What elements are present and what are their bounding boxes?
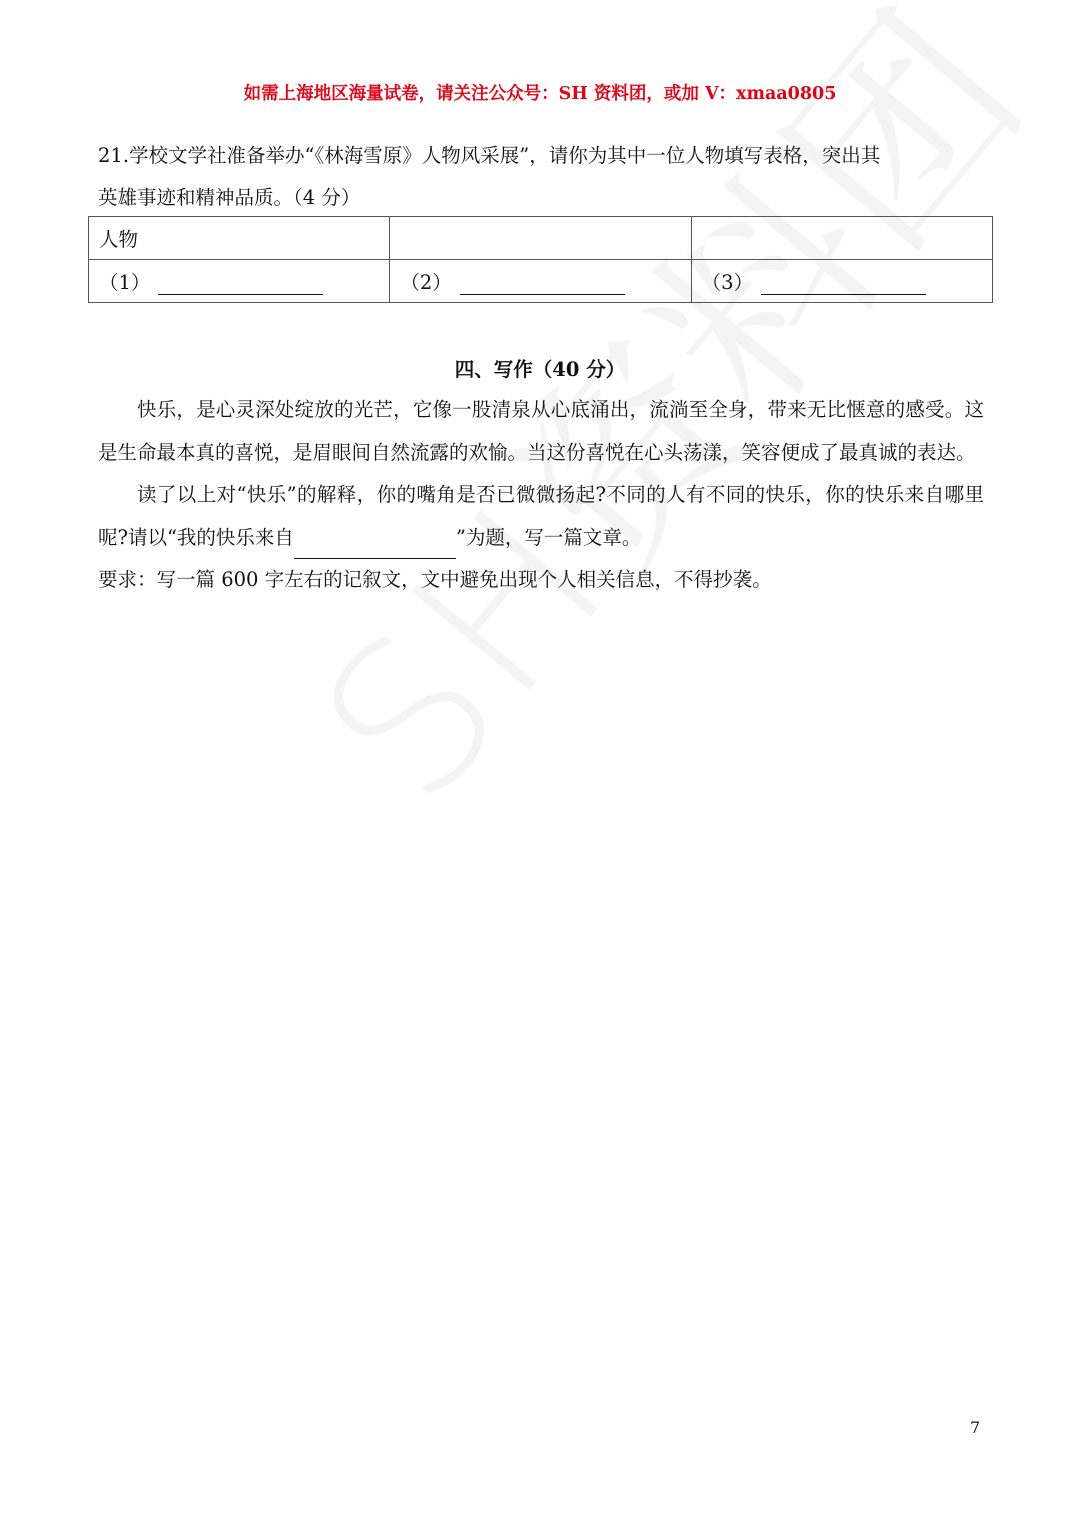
table-cell-empty-2 xyxy=(390,217,691,260)
table-row-header xyxy=(89,217,993,260)
prompt-paragraph-2 xyxy=(98,474,984,559)
title-blank[interactable] xyxy=(294,538,456,559)
blank-label-3: （3） xyxy=(701,271,754,294)
answer-blank-2[interactable] xyxy=(460,274,625,295)
table-cell-blank-3 xyxy=(691,260,992,303)
answer-blank-3[interactable] xyxy=(761,274,926,295)
table-cell-character: 人物 xyxy=(89,217,390,260)
prompt-paragraph-2-start: 读了以上对“快乐”的解释，你的嘴角是否已微微扬起?不同的人有不同的快乐，你的快乐来自哪里呢?请以“我的快乐来自 xyxy=(98,483,984,549)
prompt-paragraph-1: 快乐，是心灵深处绽放的光芒，它像一股清泉从心底涌出，流淌至全身，带来无比惬意的感受。这是生命最本真的喜悦，是眉眼间自然流露的欢愉。当这份喜悦在心头荡漾，笑容便成了最真诚的表达。 xyxy=(98,398,984,464)
question-21-line-1: 21.学校文学社准备举办“《林海雪原》人物风采展”，请你为其中一位人物填写表格，突出其 xyxy=(98,144,881,167)
table-row-blanks xyxy=(89,260,993,303)
blank-label-2: （2） xyxy=(400,271,452,294)
table-cell-empty-3 xyxy=(691,217,992,260)
table-cell-blank-2 xyxy=(390,260,691,303)
prompt-paragraph-2-end: ”为题，写一篇文章。 xyxy=(455,525,642,549)
page-number: 7 xyxy=(970,1418,981,1437)
blank-label-1: （1） xyxy=(99,271,151,294)
question-21-line-2: 英雄事迹和精神品质。（4 分） xyxy=(98,186,361,209)
question-21 xyxy=(98,135,988,219)
writing-section-title: 四、写作（40 分） xyxy=(454,358,626,381)
table-cell-blank-1 xyxy=(89,260,390,303)
prompt-requirement: 要求：写一篇 600 字左右的记叙文，文中避免出现个人相关信息，不得抄袭。 xyxy=(98,568,772,591)
answer-blank-1[interactable] xyxy=(158,274,323,295)
writing-prompt xyxy=(98,389,984,602)
character-profile-table xyxy=(88,216,993,303)
header-notice: 如需上海地区海量试卷，请关注公众号：SH 资料团，或加 V：xmaa0805 xyxy=(243,84,837,104)
